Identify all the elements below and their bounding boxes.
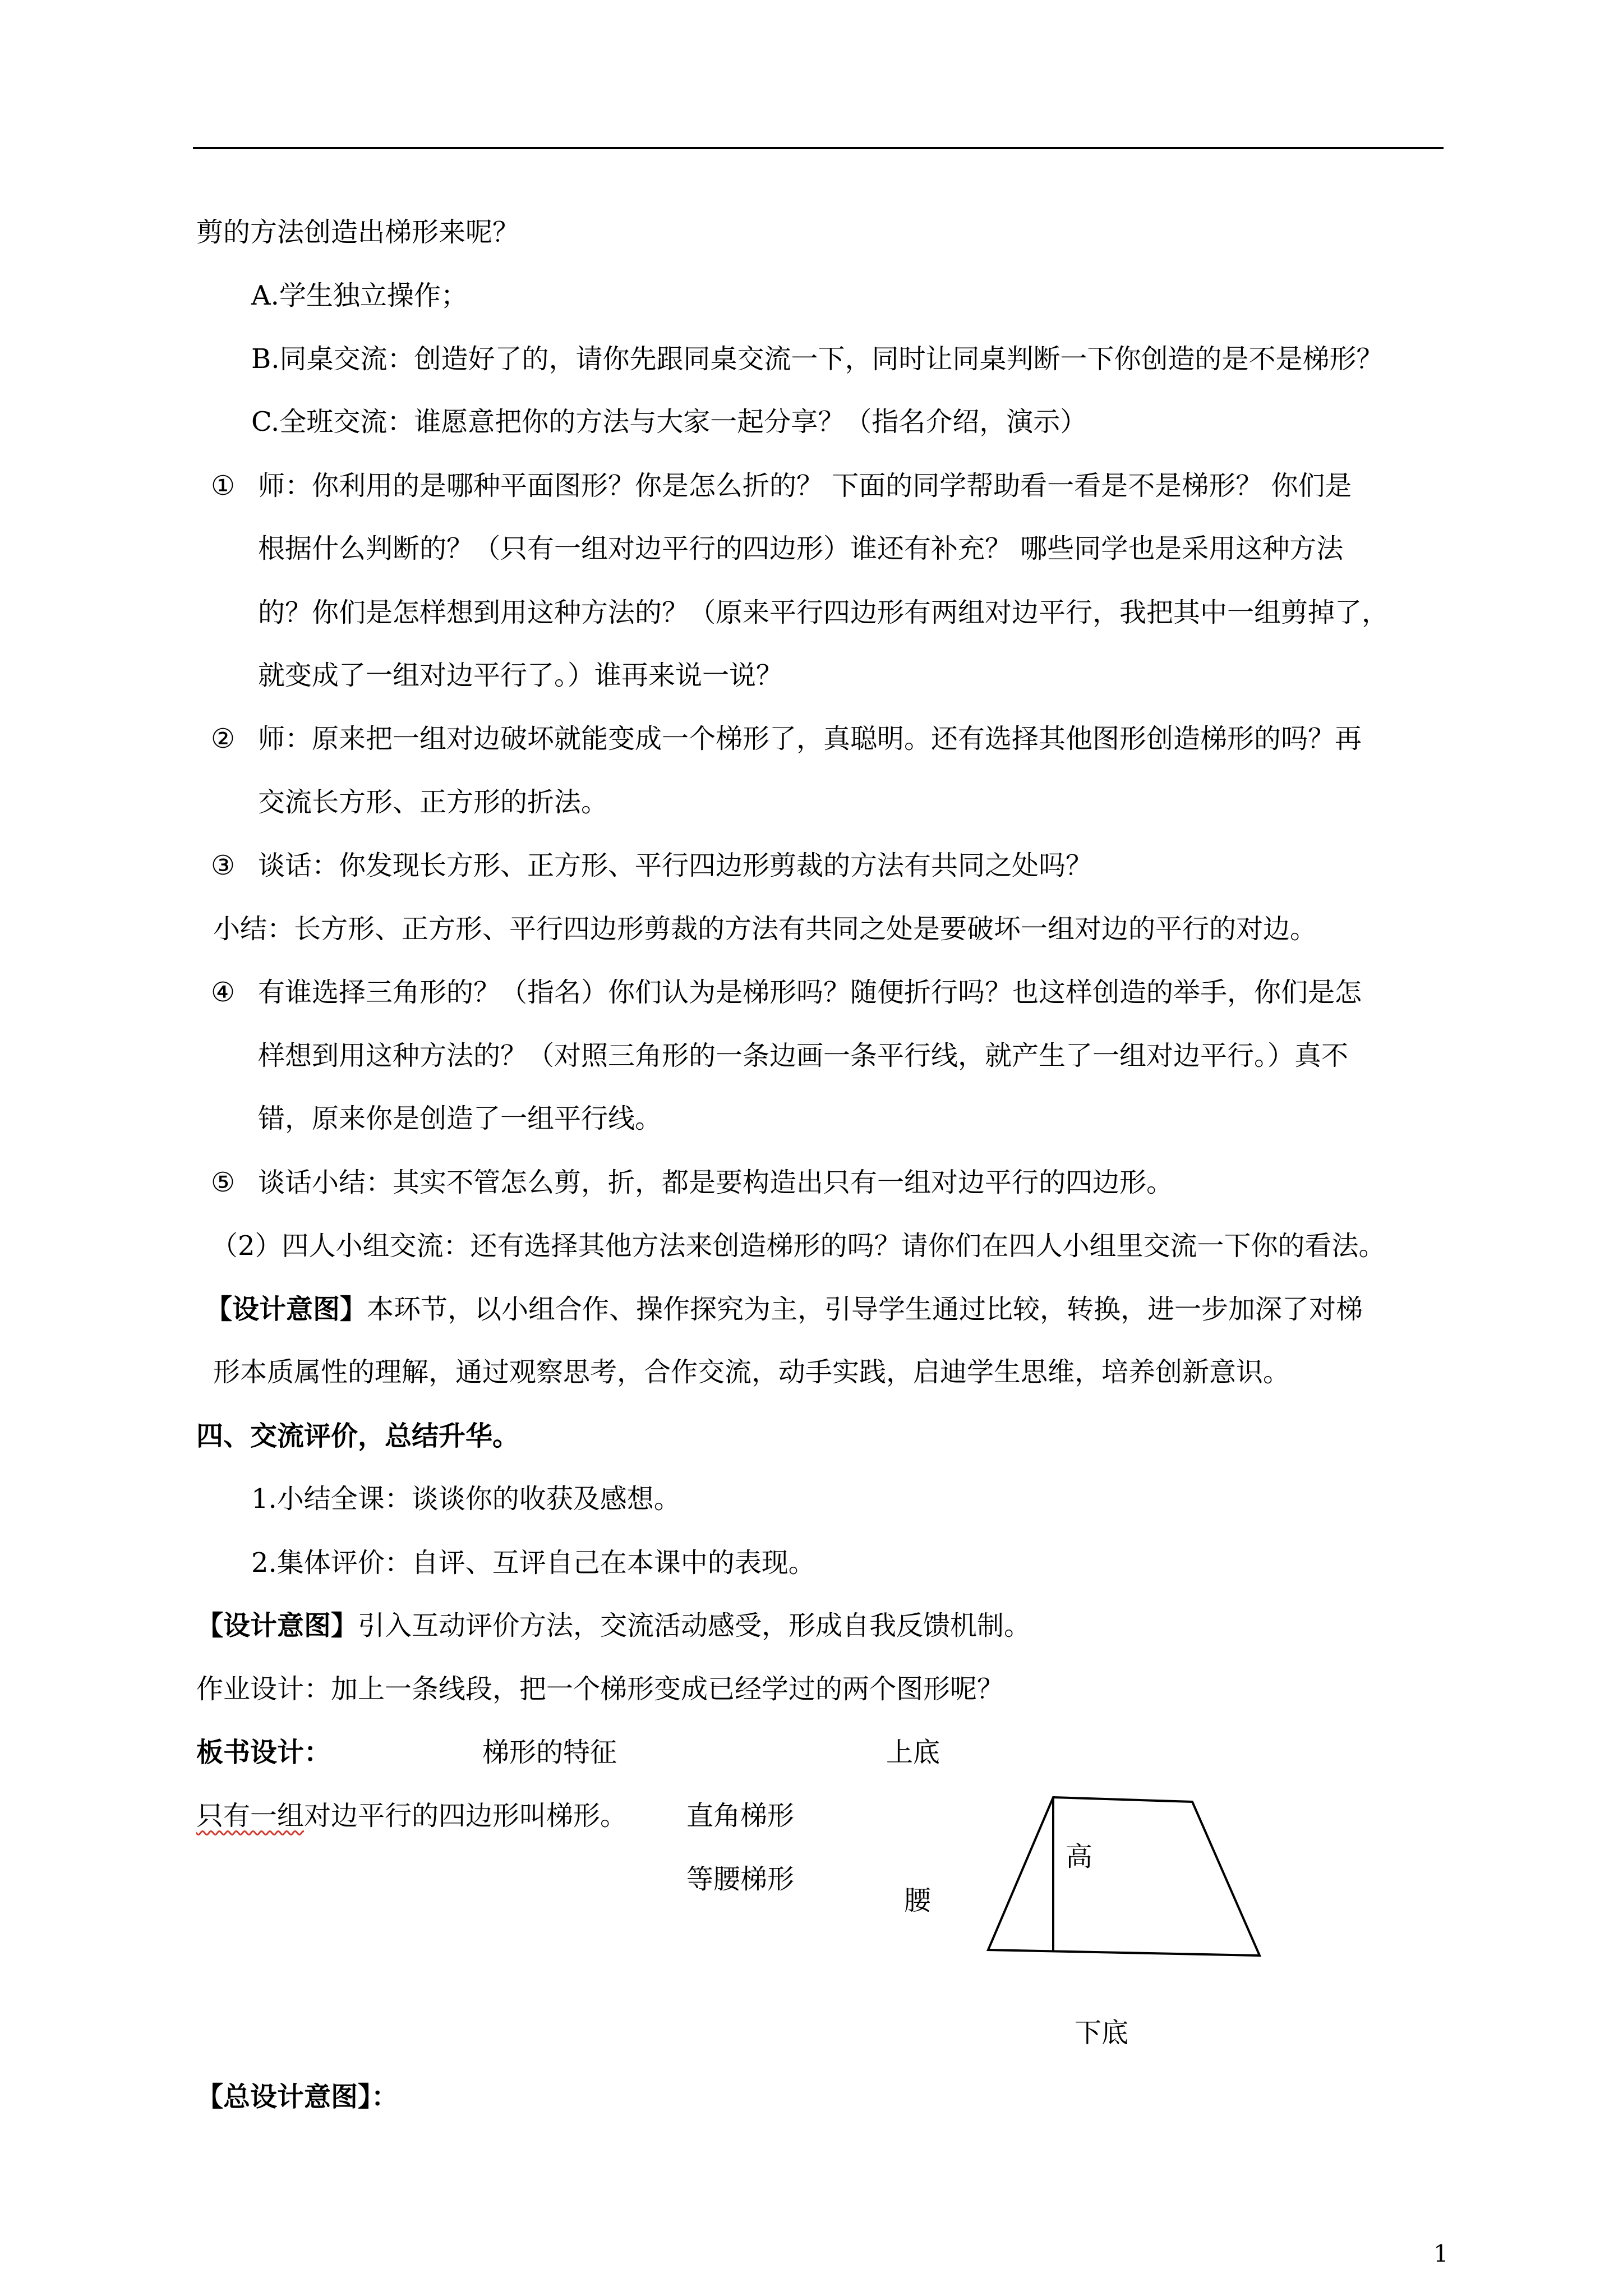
design-intent-label: 【设计意图】	[196, 1610, 358, 1641]
board-design-label: 板书设计：	[196, 1737, 331, 1768]
text-line: 师：你利用的是哪种平面图形？你是怎么折的？ 下面的同学帮助看一看是不是梯形？ 你们是	[258, 470, 1352, 501]
leg-label: 腰	[904, 1885, 932, 1916]
text-line: 小结：长方形、正方形、平行四边形剪裁的方法有共同之处是要破坏一组对边的平行的对边。	[213, 913, 1317, 945]
text-line: 谈话：你发现长方形、正方形、平行四边形剪裁的方法有共同之处吗？	[258, 850, 1093, 881]
text-line: 作业设计：加上一条线段，把一个梯形变成已经学过的两个图形呢？	[196, 1673, 1004, 1705]
text-line: 样想到用这种方法的？（对照三角形的一条边画一条平行线，就产生了一组对边平行。）真不	[258, 1040, 1349, 1071]
isosceles-trapezoid-label: 等腰梯形	[686, 1864, 795, 1895]
circled-number: ④	[211, 977, 236, 1008]
text-line: 1.小结全课：谈谈你的收获及感想。	[251, 1483, 681, 1515]
board-title: 梯形的特征	[482, 1737, 617, 1768]
text-line: 根据什么判断的？（只有一组对边平行的四边形）谁还有补充？ 哪些同学也是采用这种方法	[258, 533, 1344, 564]
circled-number: ②	[211, 723, 236, 754]
text-line: B.同桌交流：创造好了的，请你先跟同桌交流一下，同时让同桌判断一下你创造的是不是梯形？	[251, 343, 1384, 375]
text-line: 2.集体评价：自评、互评自己在本课中的表现。	[251, 1547, 815, 1579]
text-line: 就变成了一组对边平行了。）谁再来说一说？	[258, 660, 783, 691]
trapezoid-shape	[988, 1797, 1260, 1955]
circled-number: ①	[211, 470, 236, 501]
text-line: 谈话小结：其实不管怎么剪，折，都是要构造出只有一组对边平行的四边形。	[258, 1167, 1174, 1198]
circled-number: ③	[211, 850, 236, 881]
overall-design-intent-heading: 【总设计意图】：	[196, 2081, 399, 2113]
design-intent-label: 【设计意图】	[205, 1294, 367, 1325]
header-rule	[193, 147, 1444, 149]
text-line: 【设计意图】本环节，以小组合作、操作探究为主，引导学生通过比较，转换，进一步加深了对梯	[205, 1294, 1363, 1325]
trapezoid-definition: 只有一组对边平行的四边形叫梯形。	[196, 1800, 628, 1832]
text-line: 师：原来把一组对边破坏就能变成一个梯形了，真聪明。还有选择其他图形创造梯形的吗？再	[258, 723, 1362, 754]
top-base-label: 上底	[886, 1737, 940, 1768]
text-line: 剪的方法创造出梯形来呢？	[196, 217, 520, 248]
right-angle-trapezoid-label: 直角梯形	[686, 1800, 795, 1832]
bottom-base-label: 下底	[1075, 2017, 1129, 2049]
text-line: 错，原来你是创造了一组平行线。	[258, 1103, 662, 1134]
circled-number: ⑤	[211, 1167, 236, 1198]
page-number: 1	[1433, 2240, 1449, 2267]
text-line: （2）四人小组交流：还有选择其他方法来创造梯形的吗？请你们在四人小组里交流一下你的看法。	[211, 1230, 1386, 1262]
text-line: 交流长方形、正方形的折法。	[258, 786, 608, 818]
text-line: A.学生独立操作；	[251, 280, 468, 311]
section-heading: 四、交流评价，总结升华。	[196, 1420, 520, 1452]
text-line: 有谁选择三角形的？（指名）你们认为是梯形吗？随便折行吗？也这样创造的举手，你们是怎	[258, 977, 1362, 1008]
text-line: 形本质属性的理解，通过观察思考，合作交流，动手实践，启迪学生思维，培养创新意识。	[213, 1356, 1290, 1388]
height-label: 高	[1066, 1841, 1093, 1872]
text-line: C.全班交流：谁愿意把你的方法与大家一起分享？（指名介绍，演示）	[251, 406, 1087, 438]
text-line: 【设计意图】引入互动评价方法，交流活动感受，形成自我反馈机制。	[196, 1610, 1031, 1641]
trapezoid-diagram	[976, 1795, 1267, 1980]
underlined-phrase: 只有一组	[196, 1800, 305, 1832]
text-line: 的？你们是怎样想到用这种方法的？（原来平行四边形有两组对边平行，我把其中一组剪掉了，	[258, 597, 1389, 628]
